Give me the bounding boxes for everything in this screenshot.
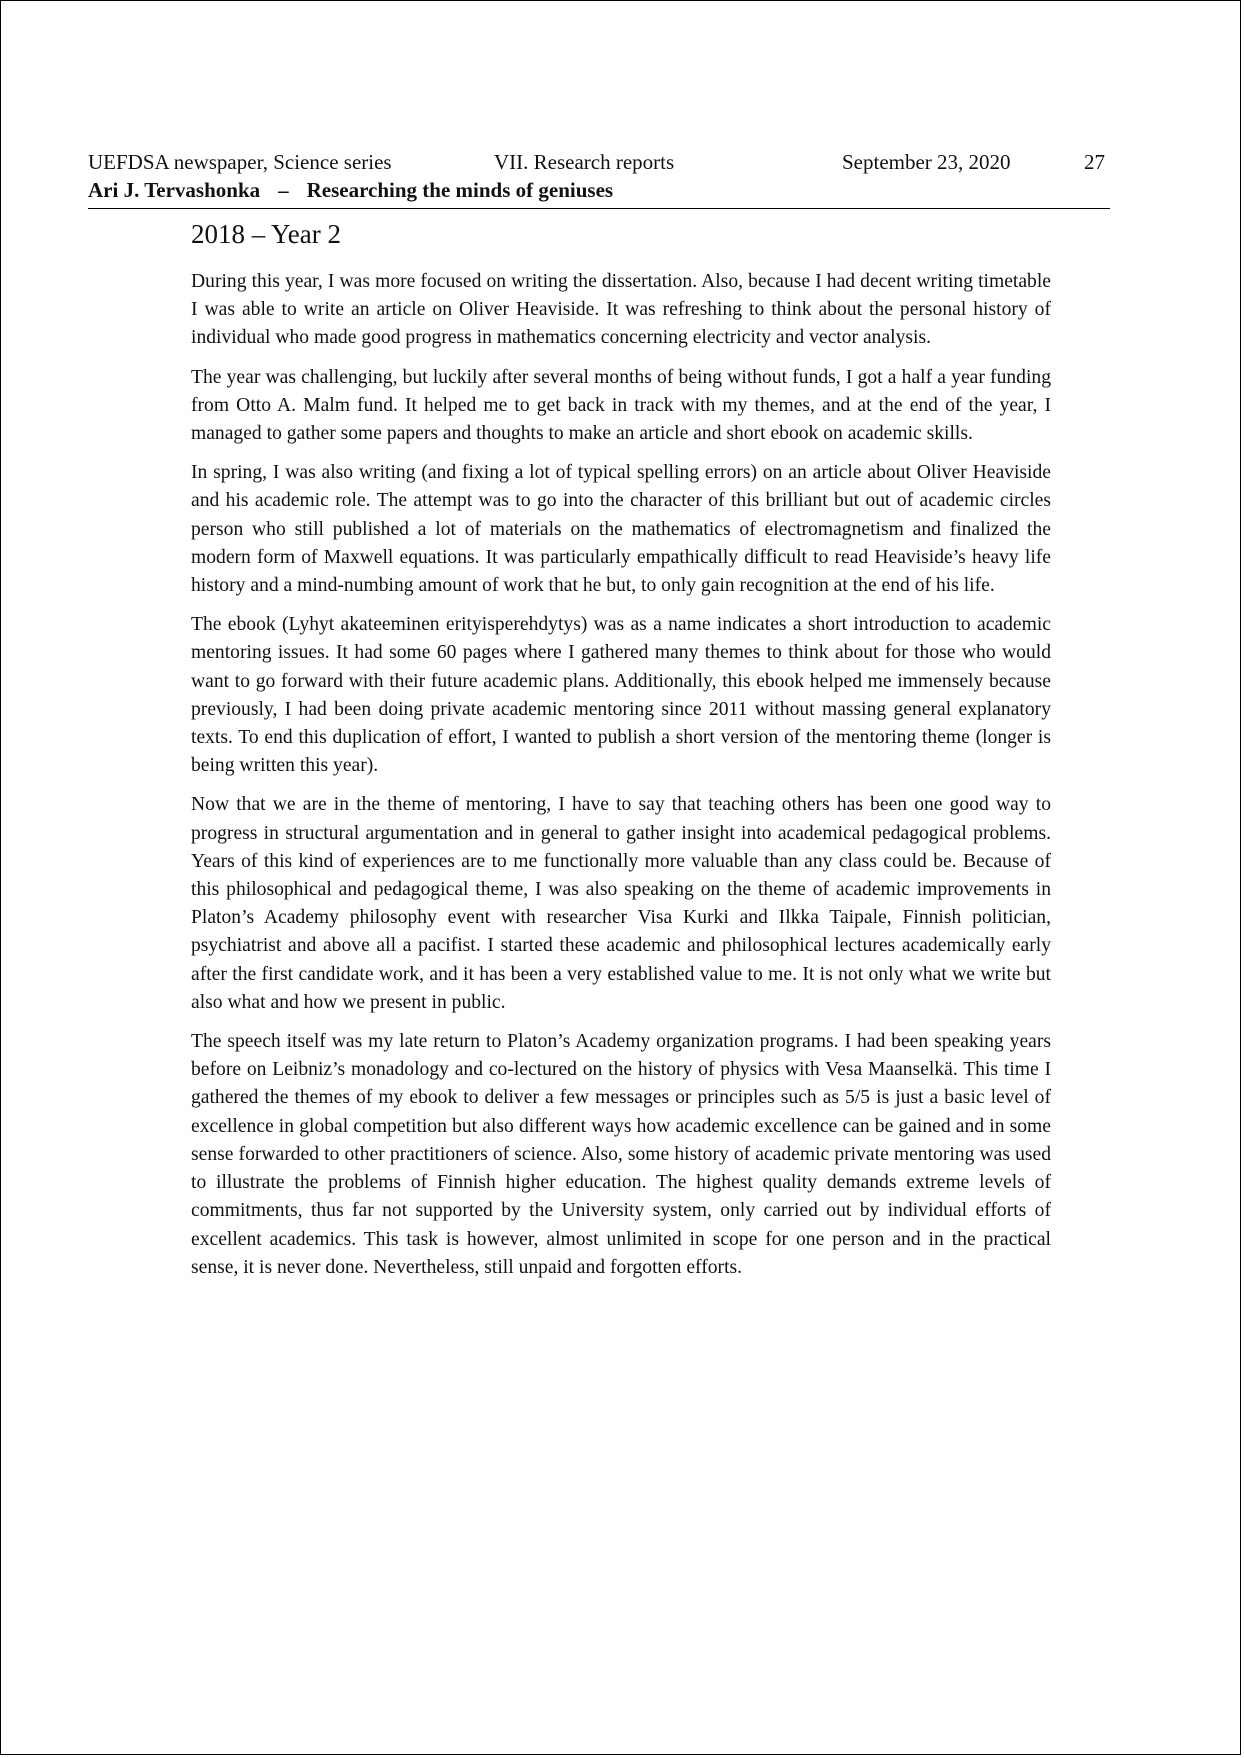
author-name: Ari J. Tervashonka: [88, 178, 261, 202]
publication-date: September 23, 2020: [842, 150, 1011, 174]
paragraph: The speech itself was my late return to Platon’s Academy organization programs. I had been speaking years before on Leibniz’s monadology and co-lectured on the history of physics with Vesa Maanselkä. This time I gathered the themes of my ebook to deliver a few messages or principles such as 5/5 is just a basic level of excellence in global competition but also different ways how academic excellence can be gained and in some sense forwarded to other practitioners of science. Also, some history of academic private mentoring was used to illustrate the problems of Finnish higher education. The highest quality demands extreme levels of commitments, thus far not supported by the University system, only carried out by individual efforts of excellent academics. This task is however, almost unlimited in scope for one person and in the practical sense, it is never done. Nevertheless, still unpaid and forgotten efforts.: [191, 1031, 1051, 1278]
page-number: 27: [1084, 150, 1105, 174]
publication-series: UEFDSA newspaper, Science series: [88, 150, 392, 174]
section-name: VII. Research reports: [494, 150, 675, 174]
header-byline: [88, 176, 1110, 204]
header-divider: [88, 208, 1110, 209]
paragraph: In spring, I was also writing (and fixing a lot of typical spelling errors) on an article about Oliver Heaviside and his academic role. The attempt was to go into the character of this brilliant but out of academic circles person who still published a lot of materials on the mathematics of electromagnetism and finalized the modern form of Maxwell equations. It was particularly empathically difficult to read Heaviside’s heavy life history and a mind-numbing amount of work that he but, to only gain recognition at the end of his life.: [191, 462, 1051, 597]
paragraph: The ebook (Lyhyt akateeminen erityisperehdytys) was as a name indicates a short introduction to academic mentoring issues. It had some 60 pages where I gathered many themes to think about for those who would want to go forward with their future academic plans. Additionally, this ebook helped me immensely because previously, I had been doing private academic mentoring since 2011 without massing general explanatory texts. To end this duplication of effort, I wanted to publish a short version of the mentoring theme (longer is being written this year).: [191, 614, 1051, 777]
paragraph: During this year, I was more focused on writing the dissertation. Also, because I had decent writing timetable I was able to write an article on Oliver Heaviside. It was refreshing to think about the personal history of individual who made good progress in mathematics concerning electricity and vector analysis.: [191, 271, 1051, 349]
header-top-row: [88, 148, 1110, 176]
running-header: [88, 148, 1110, 204]
byline-separator: –: [278, 178, 289, 202]
paragraph: The year was challenging, but luckily after several months of being without funds, I got a half a year funding from Otto A. Malm fund. It helped me to get back in track with my themes, and at the end of the year, I managed to gather some papers and thoughts to make an article and short ebook on academic skills.: [191, 366, 1051, 445]
paragraph: Now that we are in the theme of mentoring, I have to say that teaching others has been one good way to progress in structural argumentation and in general to gather insight into academical pedagogical problems. Years of this kind of experiences are to me functionally more valuable than any class could be. Because of this philosophical and pedagogical theme, I was also speaking on the theme of academic improvements in Platon’s Academy philosophy event with researcher Visa Kurki and Ilkka Taipale, Finnish politician, psychiatrist and above all a pacifist. I started these academic and philosophical lectures academically early after the first candidate work, and it has been a very established value to me. It is not only what we write but also what and how we present in public.: [191, 794, 1051, 1013]
section-heading: 2018 – Year 2: [191, 219, 342, 249]
article-body: [191, 214, 1051, 1293]
article-title: Researching the minds of geniuses: [306, 178, 614, 202]
